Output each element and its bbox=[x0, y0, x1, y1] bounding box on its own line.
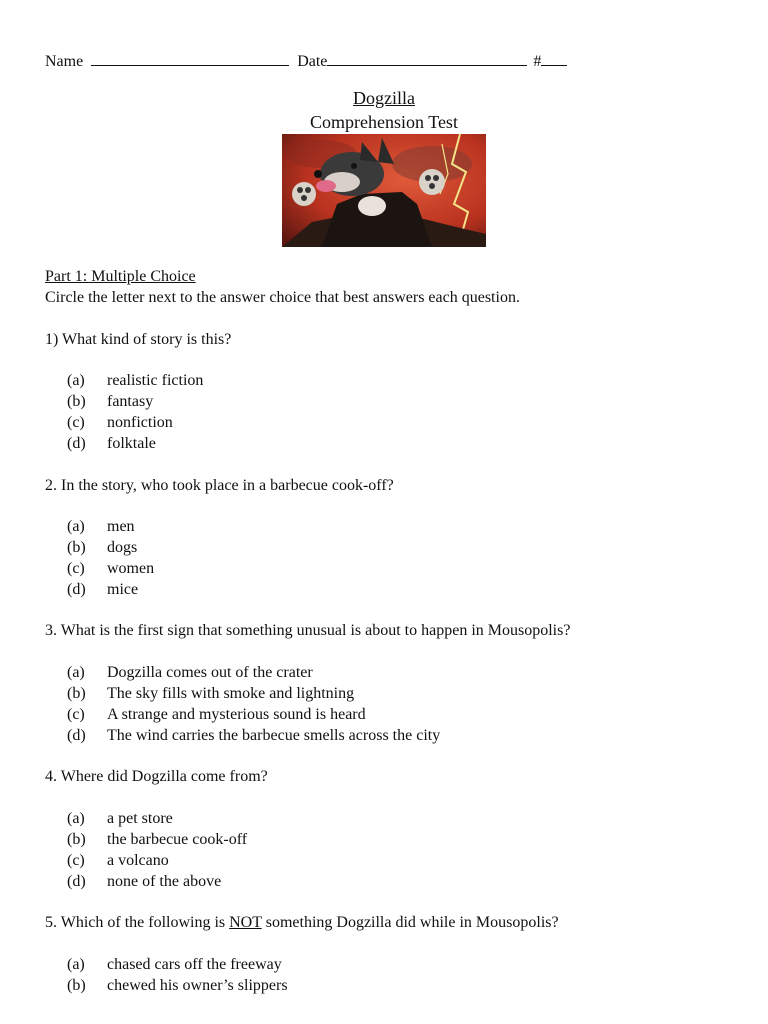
q4-option-d-text: none of the above bbox=[107, 873, 222, 890]
q3-option-b[interactable]: (b) bbox=[67, 685, 86, 702]
part1-heading: Part 1: Multiple Choice bbox=[45, 268, 196, 285]
q1-option-b[interactable]: (b) bbox=[67, 393, 86, 410]
q2-option-a[interactable]: (a) bbox=[67, 518, 85, 535]
number-field[interactable] bbox=[541, 51, 567, 66]
date-field[interactable] bbox=[327, 51, 527, 66]
q2-option-d-text: mice bbox=[107, 581, 139, 598]
q3-option-b-text: The sky fills with smoke and lightning bbox=[107, 685, 355, 702]
q2-option-b[interactable]: (b) bbox=[67, 539, 86, 556]
name-field[interactable] bbox=[91, 51, 289, 66]
page-subtitle: Comprehension Test bbox=[310, 112, 458, 132]
part1-instructions: Circle the letter next to the answer choice that best answers each question. bbox=[45, 289, 520, 306]
dogzilla-illustration bbox=[282, 134, 486, 247]
q5-option-b-text: chewed his owner’s slippers bbox=[107, 977, 288, 994]
q3-option-d-text: The wind carries the barbecue smells across the city bbox=[107, 727, 441, 744]
date-label: Date bbox=[297, 53, 328, 70]
q1-option-d[interactable]: (d) bbox=[67, 435, 86, 452]
q5-option-a[interactable]: (a) bbox=[67, 956, 85, 973]
q4-option-b[interactable]: (b) bbox=[67, 831, 86, 848]
page-title: Dogzilla bbox=[353, 88, 415, 108]
q5-option-a-text: chased cars off the freeway bbox=[107, 956, 282, 973]
question-3: 3. What is the first sign that something unusual is about to happen in Mousopolis? bbox=[45, 622, 571, 639]
not-emphasis: NOT bbox=[229, 914, 262, 931]
q4-option-d[interactable]: (d) bbox=[67, 873, 86, 890]
q2-option-c-text: women bbox=[107, 560, 155, 577]
question-4: 4. Where did Dogzilla come from? bbox=[45, 768, 268, 785]
q4-option-b-text: the barbecue cook-off bbox=[107, 831, 248, 848]
q3-option-c-text: A strange and mysterious sound is heard bbox=[107, 706, 366, 723]
q4-option-c[interactable]: (c) bbox=[67, 852, 85, 869]
q4-option-c-text: a volcano bbox=[107, 852, 169, 869]
question-5: 5. Which of the following is NOT something Dogzilla did while in Mousopolis? bbox=[45, 914, 559, 931]
q2-option-d[interactable]: (d) bbox=[67, 581, 86, 598]
q1-option-a[interactable]: (a) bbox=[67, 372, 85, 389]
header-line bbox=[45, 51, 567, 71]
question-1: 1) What kind of story is this? bbox=[45, 331, 232, 348]
q4-option-a[interactable]: (a) bbox=[67, 810, 85, 827]
q4-option-a-text: a pet store bbox=[107, 810, 173, 827]
q5-option-b[interactable]: (b) bbox=[67, 977, 86, 994]
q2-option-a-text: men bbox=[107, 518, 135, 535]
q1-option-c[interactable]: (c) bbox=[67, 414, 85, 431]
name-label: Name bbox=[45, 53, 84, 70]
q1-option-d-text: folktale bbox=[107, 435, 156, 452]
q1-option-a-text: realistic fiction bbox=[107, 372, 204, 389]
q1-option-c-text: nonfiction bbox=[107, 414, 173, 431]
q1-option-b-text: fantasy bbox=[107, 393, 154, 410]
number-label: # bbox=[533, 53, 542, 70]
q3-option-a-text: Dogzilla comes out of the crater bbox=[107, 664, 313, 681]
q2-option-c[interactable]: (c) bbox=[67, 560, 85, 577]
q3-option-a[interactable]: (a) bbox=[67, 664, 85, 681]
q2-option-b-text: dogs bbox=[107, 539, 138, 556]
q3-option-d[interactable]: (d) bbox=[67, 727, 86, 744]
question-2: 2. In the story, who took place in a barbecue cook-off? bbox=[45, 477, 394, 494]
q3-option-c[interactable]: (c) bbox=[67, 706, 85, 723]
